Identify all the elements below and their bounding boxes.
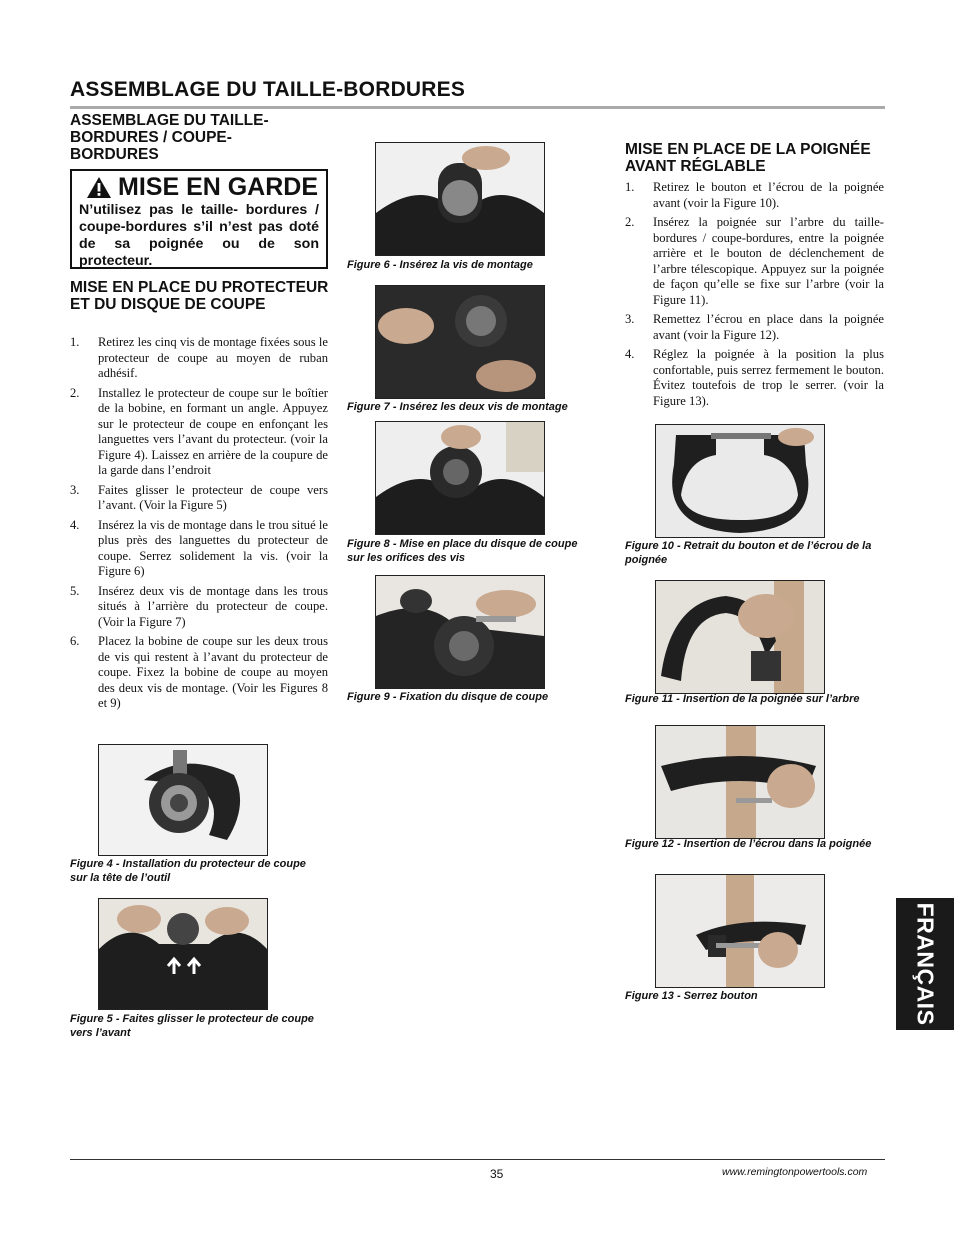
warning-triangle-icon: [86, 176, 112, 199]
figure-9-caption: Figure 9 - Fixation du disque de coupe: [347, 691, 549, 703]
title-divider: [70, 106, 885, 109]
figure-12-photo: [655, 725, 825, 839]
handle-section-title: MISE EN PLACE DE LA POIGNÉE AVANT RÉGLABLE: [625, 141, 871, 175]
list-item: 2. Installez le protecteur de coupe sur le boîtier de la bobine, en formant un angle. Appuyez sur le protecteur de coupe en enfonçant les languettes vers l’avant du protecteur. (voir la Figure 4). Laissez en arrière de la coupure de la garde dans l’endroit: [70, 385, 328, 477]
figure-10-caption: Figure 10 - Retrait du bouton et de l’écrou de la poignée: [625, 540, 872, 566]
list-item: 3. Faites glisser le protecteur de coupe vers l’avant. (Voir la Figure 5): [70, 482, 328, 512]
figure-5-photo: [98, 898, 268, 1010]
figure-4-photo: [98, 744, 268, 856]
list-item: 2. Insérez la poignée sur l’arbre du taille-bordures / coupe-bordures, entre la poignée arrière et le bouton de déclenchement de l’arbre télescopique. Appuyez sur la poignée de façon qu’elle se fixe sur l’arbre (voir la Figure 11).: [625, 215, 884, 307]
page-title: ASSEMBLAGE DU TAILLE-BORDURES: [70, 78, 466, 101]
warning-box: [70, 169, 328, 269]
handle-steps-list: [625, 180, 884, 413]
figure-7-caption: Figure 7 - Insérez les deux vis de montage: [347, 401, 568, 413]
figure-8-caption: Figure 8 - Mise en place du disque de coupe sur les orifices des vis: [347, 538, 578, 564]
figure-7-photo: [375, 285, 545, 399]
figure-6-caption: Figure 6 - Insérez la vis de montage: [347, 259, 533, 271]
warning-title-text: MISE EN GARDE: [118, 173, 319, 201]
figure-6-photo: [375, 142, 545, 256]
footer-url: www.remingtonpowertools.com: [722, 1166, 868, 1178]
figure-11-photo: [655, 580, 825, 694]
list-item: 1. Retirez le bouton et l’écrou de la poignée avant (voir la Figure 10).: [625, 180, 884, 210]
figure-5-caption: Figure 5 - Faites glisser le protecteur de coupe vers l’avant: [70, 1013, 314, 1039]
figure-4-caption: Figure 4 - Installation du protecteur de coupe sur la tête de l’outil: [70, 858, 306, 884]
page-number: 35: [490, 1167, 504, 1181]
language-tab-label: FRANÇAIS: [912, 902, 939, 1026]
footer-divider: [70, 1159, 885, 1160]
figure-13-photo: [655, 874, 825, 988]
list-item: 5. Insérez deux vis de montage dans les trous situés à l’arrière du protecteur de coupe. (Voir la Figure 7): [70, 583, 328, 629]
figure-9-photo: [375, 575, 545, 689]
figure-8-photo: [375, 421, 545, 535]
figure-10-photo: [655, 424, 825, 538]
figure-13-caption: Figure 13 - Serrez bouton: [625, 990, 758, 1002]
list-item: 6. Placez la bobine de coupe sur les deux trous de vis qui restent à l’avant du protecteur de coupe. Fixez la bobine de coupe au moyen des deux vis de montage. (Voir les Figures 8 et 9): [70, 634, 328, 710]
warning-title: [86, 173, 318, 202]
warning-text: N’utilisez pas le taille- bordures / coupe-bordures s’il n’est pas doté de sa poignée ou de son protecteur.: [79, 202, 319, 269]
list-item: 1. Retirez les cinq vis de montage fixées sous le protecteur de coupe au moyen de ruban adhésif.: [70, 335, 328, 380]
guard-section-title: MISE EN PLACE DU PROTECTEUR ET DU DISQUE DE COUPE: [70, 279, 329, 313]
list-item: 4. Insérez la vis de montage dans le trou situé le plus près des languettes du protecteur de coupe. Serrez solidement la vis. (voir la Figure 6): [70, 517, 328, 578]
figure-11-caption: Figure 11 - Insertion de la poignée sur l’arbre: [625, 693, 860, 705]
figure-12-caption: Figure 12 - Insertion de l’écrou dans la poignée: [625, 838, 872, 850]
assembly-section-title: ASSEMBLAGE DU TAILLE-BORDURES / COUPE-BORDURES: [70, 112, 269, 163]
language-tab: [896, 898, 954, 1030]
list-item: 4. Réglez la poignée à la position la plus confortable, puis serrez fermement le bouton. Évitez toutefois de trop le serrer. (voir la Figure 13).: [625, 347, 884, 408]
list-item: 3. Remettez l’écrou en place dans la poignée avant (voir la Figure 12).: [625, 312, 884, 342]
guard-steps-list: [70, 335, 328, 716]
